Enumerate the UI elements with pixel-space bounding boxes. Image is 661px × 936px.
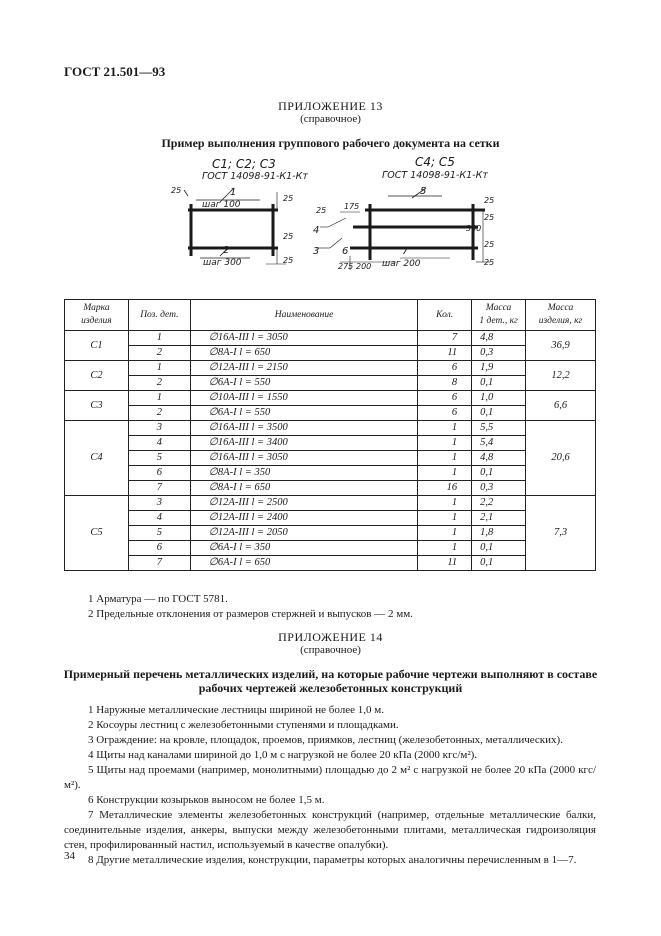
cell-pos: 7 <box>128 481 190 496</box>
appendix-14-heading-line2: рабочих чертежей железобетонных конструкций <box>198 681 463 695</box>
left-dim-c: 25 <box>283 232 294 241</box>
appendix-13-subtitle: (справочное) <box>300 113 361 125</box>
cell-pos: 1 <box>128 331 190 346</box>
table-row <box>65 361 596 376</box>
cell-mass-one: 1,0 <box>472 391 526 406</box>
cell-qty: 1 <box>418 511 472 526</box>
right-dim-25b: 25 <box>484 196 495 205</box>
header-mark: Марка изделия <box>65 300 129 331</box>
cell-qty: 1 <box>418 526 472 541</box>
left-pos-top: 1 <box>230 187 237 198</box>
table-row <box>65 451 596 466</box>
list-item: 6 Конструкции козырьков выносом не более 1,5 м. <box>88 794 325 806</box>
right-mesh-standard: ГОСТ 14098-91-К1-Кт <box>382 170 488 181</box>
cell-mass-one: 4,8 <box>472 331 526 346</box>
right-dim-25a: 25 <box>316 206 327 215</box>
cell-qty: 11 <box>418 556 472 571</box>
header-mass-one: Масса 1 дет., кг <box>472 300 526 331</box>
cell-qty: 6 <box>418 406 472 421</box>
right-pos-4: 4 <box>313 225 320 236</box>
table-notes <box>64 592 413 622</box>
left-step-top: шаг 100 <box>202 200 241 210</box>
cell-pos: 6 <box>128 466 190 481</box>
cell-mass-one: 0,1 <box>472 376 526 391</box>
appendix-14-heading-line1: Примерный перечень металлических изделий, на которые рабочие чертежи выполняют в составе <box>63 667 598 681</box>
cell-pos: 2 <box>128 346 190 361</box>
cell-name: ∅6А-I l = 550 <box>190 376 417 391</box>
appendix-13-title: ПРИЛОЖЕНИЕ 13 <box>278 99 383 113</box>
table-header-row <box>65 300 596 331</box>
cell-pos: 2 <box>128 376 190 391</box>
table-row <box>65 481 596 496</box>
cell-pos: 6 <box>128 541 190 556</box>
cell-pos: 5 <box>128 451 190 466</box>
note-item: 1 Арматура — по ГОСТ 5781. <box>88 593 228 605</box>
cell-pos: 4 <box>128 511 190 526</box>
table-row <box>65 526 596 541</box>
cell-mass-one: 2,1 <box>472 511 526 526</box>
left-mesh-marks: C1; C2; C3 <box>212 157 276 171</box>
list-item: 3 Ограждение: на кровле, площадок, проемов, приямков, лестниц (железобетонных, металлических). <box>88 734 563 746</box>
list-item: 4 Щиты над каналами шириной до 1,0 м с нагрузкой не более 20 кПа (2000 кгс/м²). <box>88 749 478 761</box>
cell-pos: 2 <box>128 406 190 421</box>
left-dim-a: 25 <box>171 186 182 195</box>
cell-name: ∅10А-III l = 1550 <box>190 391 417 406</box>
table-row <box>65 466 596 481</box>
list-item: 5 Щиты над проемами (например, монолитными) площадью до 2 м² с нагрузкой не более 20 кПа (2000 кгс/м²). <box>64 764 596 791</box>
cell-qty: 1 <box>418 451 472 466</box>
cell-mass-one: 0,1 <box>472 556 526 571</box>
right-dim-175: 175 <box>344 202 360 211</box>
cell-pos: 3 <box>128 421 190 436</box>
table-row <box>65 436 596 451</box>
right-pos-7: 7 <box>402 246 409 257</box>
cell-mass-one: 0,1 <box>472 406 526 421</box>
cell-qty: 11 <box>418 346 472 361</box>
table-row <box>65 496 596 511</box>
cell-mass-total: 36,9 <box>526 331 596 361</box>
cell-mass-one: 1,8 <box>472 526 526 541</box>
specification-table <box>64 299 596 571</box>
header-qty: Кол. <box>418 300 472 331</box>
cell-pos: 1 <box>128 391 190 406</box>
list-item: 7 Металлические элементы железобетонных конструкций (например, отдельные металлические балки, соединительные изделия, анкеры, выпуски между железобетонными плитами, металлическая гидроизоляция стен, профилированный настил, используемый в качестве опалубки). <box>64 809 596 851</box>
right-dim-25c: 25 <box>484 213 495 222</box>
cell-qty: 6 <box>418 391 472 406</box>
cell-mass-one: 2,2 <box>472 496 526 511</box>
cell-mark: C2 <box>65 361 129 391</box>
cell-qty: 6 <box>418 361 472 376</box>
right-dim-300: 300 <box>466 224 482 233</box>
cell-mark: C1 <box>65 331 129 361</box>
cell-mark: C4 <box>65 421 129 496</box>
cell-mass-one: 5,4 <box>472 436 526 451</box>
cell-qty: 1 <box>418 496 472 511</box>
right-dim-25e: 25 <box>484 258 495 267</box>
table-row <box>65 331 596 346</box>
cell-name: ∅8А-I l = 650 <box>190 346 417 361</box>
appendix-14-subtitle: (справочное) <box>300 644 361 656</box>
cell-name: ∅6А-I l = 650 <box>190 556 417 571</box>
list-item: 1 Наружные металлические лестницы шириной не более 1,0 м. <box>88 704 384 716</box>
cell-mark: C3 <box>65 391 129 421</box>
cell-qty: 16 <box>418 481 472 496</box>
document-code: ГОСТ 21.501—93 <box>64 64 166 79</box>
cell-mass-one: 4,8 <box>472 451 526 466</box>
cell-name: ∅12А-III l = 2050 <box>190 526 417 541</box>
table-row <box>65 346 596 361</box>
cell-mass-total: 6,6 <box>526 391 596 421</box>
note-item: 2 Предельные отклонения от размеров стержней и выпусков — 2 мм. <box>88 608 413 620</box>
table-row <box>65 391 596 406</box>
cell-name: ∅16А-III l = 3500 <box>190 421 417 436</box>
list-item: 8 Другие металлические изделия, конструкции, параметры которых аналогичны перечисленным в 1—7. <box>88 854 577 866</box>
cell-name: ∅8А-I l = 650 <box>190 481 417 496</box>
cell-name: ∅6А-I l = 350 <box>190 541 417 556</box>
right-dim-25d: 25 <box>484 240 495 249</box>
left-dim-b: 25 <box>283 194 294 203</box>
cell-name: ∅12А-III l = 2150 <box>190 361 417 376</box>
cell-mass-one: 0,3 <box>472 481 526 496</box>
right-step: шаг 200 <box>382 259 421 269</box>
left-mesh-standard: ГОСТ 14098-91-К1-Кт <box>202 171 308 182</box>
left-step-bottom: шаг 300 <box>203 258 242 268</box>
cell-name: ∅6А-I l = 550 <box>190 406 417 421</box>
appendix-14-title: ПРИЛОЖЕНИЕ 14 <box>278 630 383 644</box>
right-mesh-marks: C4; C5 <box>415 155 455 169</box>
cell-pos: 4 <box>128 436 190 451</box>
header-name: Наименование <box>190 300 417 331</box>
cell-name: ∅8А-I l = 350 <box>190 466 417 481</box>
left-pos-bottom: 2 <box>223 245 230 256</box>
table-row <box>65 421 596 436</box>
cell-mass-total: 12,2 <box>526 361 596 391</box>
header-pos: Поз. дет. <box>128 300 190 331</box>
appendix-13-heading: Пример выполнения группового рабочего документа на сетки <box>161 136 500 150</box>
cell-mass-one: 1,9 <box>472 361 526 376</box>
cell-name: ∅12А-III l = 2400 <box>190 511 417 526</box>
cell-mark: C5 <box>65 496 129 571</box>
table-row <box>65 406 596 421</box>
cell-name: ∅16А-III l = 3050 <box>190 451 417 466</box>
cell-mass-one: 5,5 <box>472 421 526 436</box>
list-item: 2 Косоуры лестниц с железобетонными ступенями и площадками. <box>88 719 399 731</box>
cell-pos: 5 <box>128 526 190 541</box>
table-row <box>65 511 596 526</box>
cell-qty: 1 <box>418 541 472 556</box>
cell-mass-one: 0,3 <box>472 346 526 361</box>
right-dim-275: 275 <box>338 262 354 271</box>
cell-qty: 1 <box>418 421 472 436</box>
cell-pos: 1 <box>128 361 190 376</box>
cell-pos: 7 <box>128 556 190 571</box>
right-pos-5: 5 <box>420 186 427 197</box>
cell-qty: 7 <box>418 331 472 346</box>
cell-name: ∅12А-III l = 2500 <box>190 496 417 511</box>
cell-mass-total: 20,6 <box>526 421 596 496</box>
cell-qty: 8 <box>418 376 472 391</box>
appendix-14-list <box>64 703 596 868</box>
header-mass-total: Масса изделия, кг <box>526 300 596 331</box>
table-row <box>65 541 596 556</box>
right-dim-200: 200 <box>356 262 372 271</box>
cell-mass-total: 7,3 <box>526 496 596 571</box>
cell-qty: 1 <box>418 436 472 451</box>
cell-name: ∅16А-III l = 3050 <box>190 331 417 346</box>
page-number: 34 <box>64 850 75 862</box>
table-row <box>65 376 596 391</box>
cell-pos: 3 <box>128 496 190 511</box>
cell-name: ∅16А-III l = 3400 <box>190 436 417 451</box>
cell-mass-one: 0,1 <box>472 541 526 556</box>
left-dim-d: 25 <box>283 256 294 265</box>
right-pos-6: 6 <box>342 246 349 257</box>
right-pos-3: 3 <box>313 246 320 257</box>
cell-qty: 1 <box>418 466 472 481</box>
table-row <box>65 556 596 571</box>
cell-mass-one: 0,1 <box>472 466 526 481</box>
